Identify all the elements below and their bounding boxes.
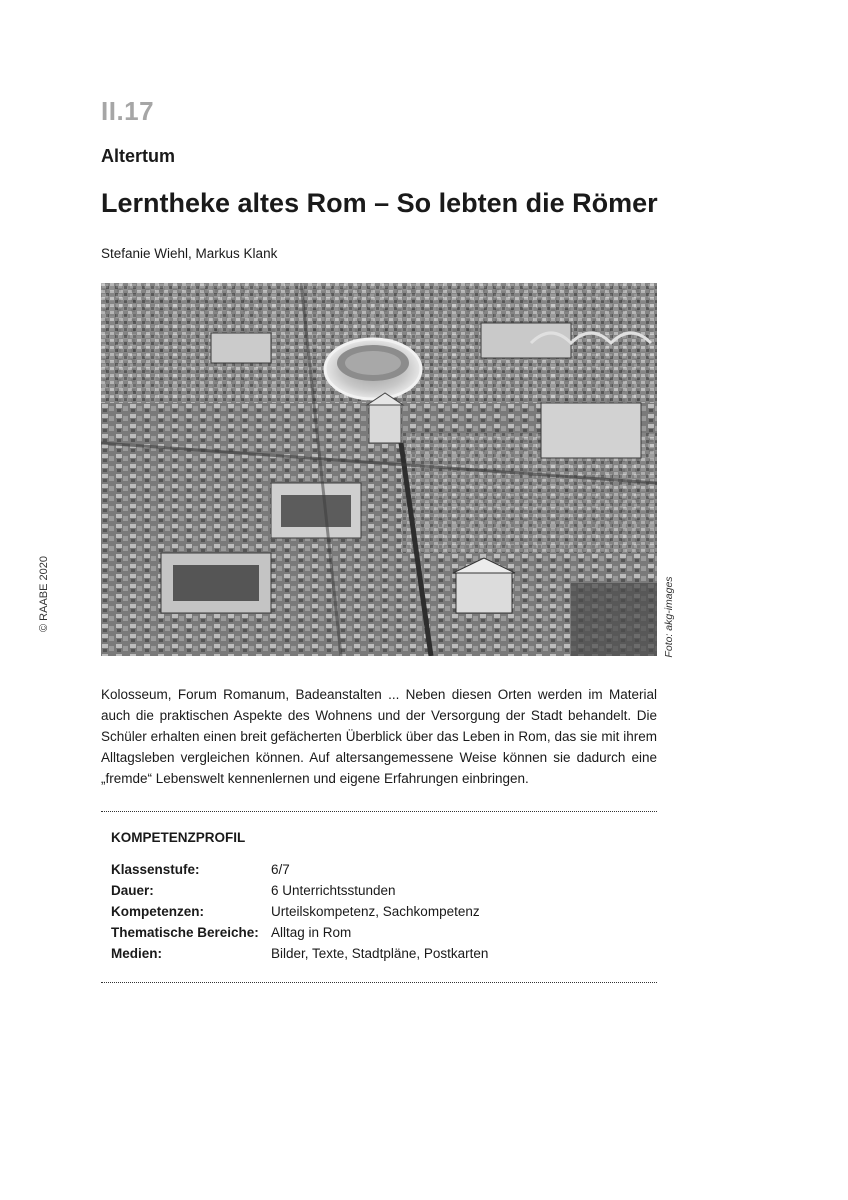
rome-model-photo <box>101 283 657 656</box>
profile-label: Dauer: <box>111 883 154 898</box>
section-number: II.17 <box>101 96 155 126</box>
profile-label: Kompetenzen: <box>111 904 205 919</box>
profile-label: Klassenstufe: <box>111 862 200 877</box>
profile-value: Bilder, Texte, Stadtpläne, Postkarten <box>271 946 489 961</box>
photo-credit: Foto: akg-images <box>663 576 675 658</box>
profile-label: Thematische Bereiche: <box>111 925 259 940</box>
copyright-note: © RAABE 2020 <box>38 556 50 632</box>
profile-row <box>111 943 651 964</box>
profile-row <box>111 880 651 901</box>
profile-value: Urteilskompetenz, Sachkompetenz <box>271 904 480 919</box>
profile-row <box>111 922 651 943</box>
profile-row <box>111 901 651 922</box>
profile-value: 6 Unterrichtsstunden <box>271 883 396 898</box>
page-title: Lerntheke altes Rom – So lebten die Römer <box>101 188 658 218</box>
profile-value: Alltag in Rom <box>271 925 352 940</box>
profile-label: Medien: <box>111 946 163 961</box>
authors: Stefanie Wiehl, Markus Klank <box>101 246 278 261</box>
profile-row <box>111 859 651 880</box>
category-label: Altertum <box>101 146 176 166</box>
dotted-divider-bottom <box>101 982 657 983</box>
competence-profile <box>111 830 651 964</box>
intro-paragraph: Kolosseum, Forum Romanum, Badeanstalten ... Neben diesen Orten werden im Material auch die praktischen Aspekte des Wohnens und der Versorgung der Stadt behandelt. Die Schüler erhalten einen breit gefächerten Überblick über das Leben in Rom, das sie mit ihrem Alltagsleben vergleichen können. Auf altersangemessene Weise können sie dadurch eine „fremde“ Lebenswelt kennenlernen und eigene Erfahrungen einbringen. <box>101 687 657 786</box>
dotted-divider-top <box>101 811 657 812</box>
profile-value: 6/7 <box>271 862 290 877</box>
profile-heading: KOMPETENZPROFIL <box>111 830 246 845</box>
